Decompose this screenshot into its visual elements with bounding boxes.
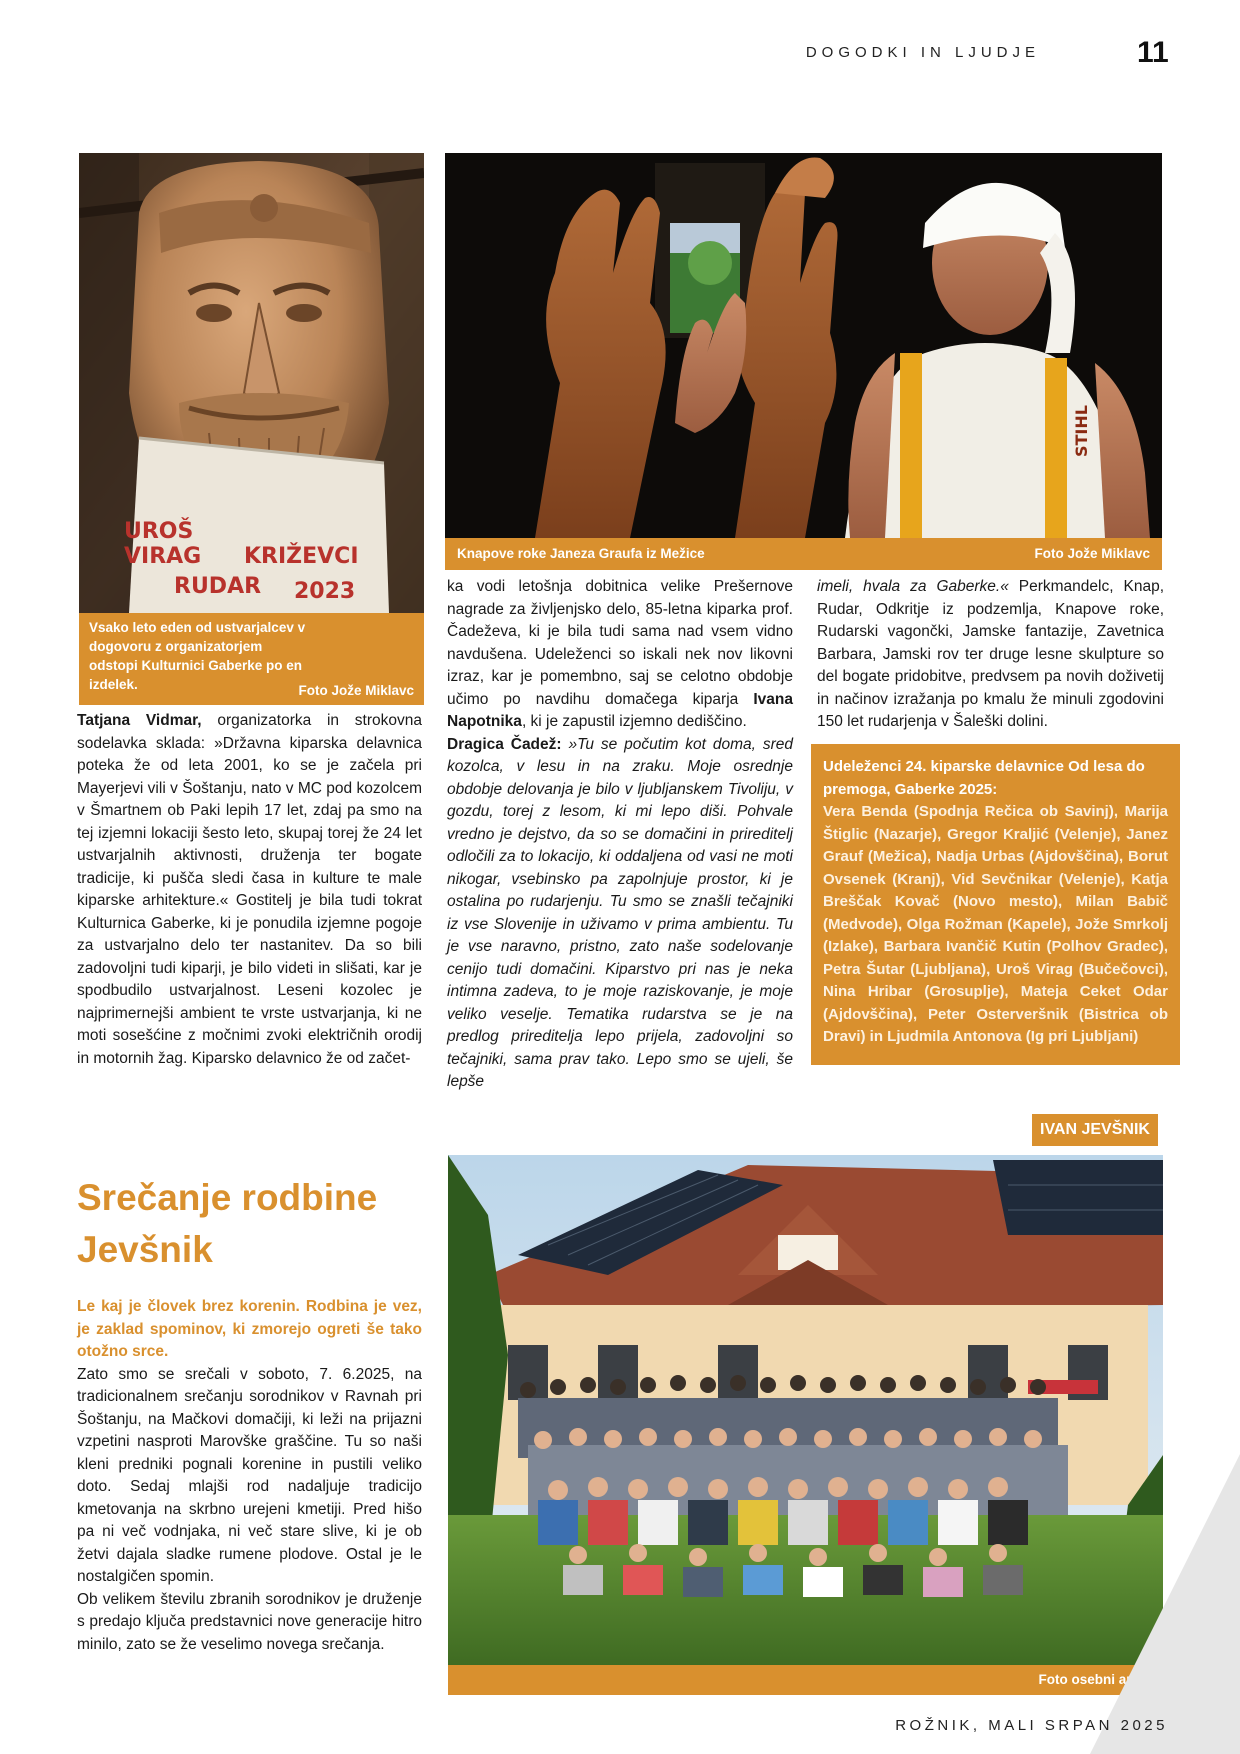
dragica-quote: »Tu se počutim kot doma, sred kozolca, v lesu in na zraku. Moje osrednje obdobje delovanja je bilo v ljubljanskem Tivoliju, v gozdu, torej z lesom, ki mi lepo diši. Pohvale vredno je dejstvo, da so se domačini in prireditelj odločili za to lokacijo, ki oddaljena od vasi ne moti nikogar, vsebinsko pa zapolnjuje prostor, ki je ostalina po rudarjenju. Tu smo se znašli tečajniki iz vse Slovenije in uživamo v prima ambientu. Tu je vse naravno, pristno, zato naše sodelovanje cenijo tudi domačini. Kiparstvo pri nas je neka intimna zadeva, to je moje raziskovanje, je moje veliko veselje. Tematika rudarstva se je na predlog prireditelja lepo prijela, zadovoljni so tečajniki, sama prav tako. Lepo smo se ujeli, še lepše xyxy=(447,735,793,1090)
page-number: 11 xyxy=(1137,36,1169,69)
section-title: DOGODKI IN LJUDJE xyxy=(805,44,1040,61)
article2-title-line2: Jevšnik xyxy=(77,1229,213,1270)
article1-column2 xyxy=(447,576,793,1094)
article1-col2-text-b: , ki je zapustil izjemno dediščino. xyxy=(521,713,747,730)
article1-col3-text: Perkmandelc, Knap, Rudar, Odkritje iz podzemlja, Knapove roke, Rudarski vagončki, Jamske fantazije, Zavetnica Barbara, Jamski rov ter druge lesne skulpture so del bogate pridobitve, predvsem pa novih doživetij in načinov izražanja po kmalu že minuli zgodovini 150 let rudarjenja v Šaleški dolini. xyxy=(817,578,1164,730)
photo-wooden-head xyxy=(79,153,424,613)
photo1-credit: Foto Jože Miklavc xyxy=(298,683,414,698)
author-tag: IVAN JEVŠNIK xyxy=(1032,1114,1158,1146)
photo-carved-hands xyxy=(445,153,1162,538)
participants-box xyxy=(811,744,1180,1065)
photo2-credit: Foto Jože Miklavc xyxy=(1034,546,1150,561)
photo3-caption xyxy=(448,1665,1163,1695)
stihl-brand-text: STIHL xyxy=(1072,405,1091,457)
sculptor-name: Ivana Napotnika xyxy=(447,690,793,730)
article1-column1 xyxy=(77,710,422,1070)
article2-title-line1: Srečanje rodbine xyxy=(77,1177,378,1218)
article2-body xyxy=(77,1296,422,1656)
wooden-head-illustration xyxy=(79,153,424,613)
quote-ending: imeli, hvala za Gaberke.« xyxy=(817,578,1009,595)
photo-family-gathering xyxy=(448,1155,1163,1665)
carved-hands-illustration xyxy=(445,153,1162,538)
article2-lead: Le kaj je človek brez korenin. Rodbina je vez, je zaklad spominov, ki zmorejo ogreti še tako otožno srce. xyxy=(77,1298,422,1360)
article2-para1: Zato smo se srečali v soboto, 7. 6.2025, na tradicionalnem srečanju sorodnikov v Ravnah pri Šoštanju, na Mačkovi domačiji, ki leži na prijazni vzpetini nasproti Marovške graščine. Tu so naši kleni predniki pognali korenine in pustili veliko doto. Sedaj mlajši rod nadaljuje tradicijo kmetovanja na skrbno urejeni kmetiji. Pred hišo pa ni več vodnjaka, ni več stare slive, ki je ob žetvi dajala sladke rumene plodove. Ostal je le nostalgičen spomin. xyxy=(77,1365,422,1585)
speaker-dragica: Dragica Čadež: xyxy=(447,735,562,753)
issue-footer: ROŽNIK, MALI SRPAN 2025 xyxy=(895,1717,1168,1734)
photo1-caption xyxy=(79,613,424,705)
photo3-credit: Foto osebni arhiv xyxy=(1038,1672,1151,1687)
participants-title: Udeleženci 24. kiparske delavnice Od lesa do premoga, Gaberke 2025: xyxy=(823,758,1145,798)
participants-list: Vera Benda (Spodnja Rečica ob Savinj), Marija Štiglic (Nazarje), Gregor Kraljić (Velenje), Janez Grauf (Mežica), Nadja Urbas (Ajdovščina), Borut Ovsenek (Kranj), Vid Sevčnikar (Velenje), Katja Breščak Kovač (Novo mesto), Milan Babič (Medvode), Olga Rožman (Kapele), Jože Smrkolj (Izlake), Barbara Ivančič Kutin (Polhov Gradec), Petra Šutar (Ljubljana), Uroš Virag (Bučečovci), Nina Hribar (Grosuplje), Mateja Ceket Odar (Ajdovščina), Peter Osterveršnik (Bistrica ob Dravi) in Ljudmila Antonova (Ig pri Ljubljani) xyxy=(823,803,1168,1045)
speaker-tatjana: Tatjana Vidmar, xyxy=(77,712,202,729)
article1-col2-text-a: ka vodi letošnja dobitnica velike Prešernove nagrade za življenjsko delo, 85-letna kiparka prof. Čadeževa, ki je bila tudi sama nad vsem vidno navdušena. Udeleženci so iskali nek nov likovni izraz, kar je pomembno, saj se celotno obdobje učimo po navdihu domačega kiparja xyxy=(447,578,793,708)
article2-para2: Ob velikem številu zbranih sorodnikov je druženje s predajo ključa predstavnici nove generacije hitro minilo, zato se že veselimo novega srečanja. xyxy=(77,1590,422,1653)
photo2-caption xyxy=(445,538,1162,570)
photo2-caption-text: Knapove roke Janeza Graufa iz Mežice xyxy=(457,546,705,561)
page-corner-decoration xyxy=(1090,1454,1240,1754)
article1-column3 xyxy=(817,576,1164,734)
svg-text:UROŠ VIRAG KRIŽEVC: UROŠ VIRAG KRIŽEVCI RUDAR 2023 xyxy=(124,519,359,604)
photo1-caption-text: Vsako leto eden od ustvarjalcev v dogovoru z organizatorjem odstopi Kulturnici Gaberke po en izdelek. xyxy=(89,620,306,692)
family-gathering-illustration xyxy=(448,1155,1163,1665)
article2-title xyxy=(77,1172,377,1276)
article1-col1-text: organizatorka in strokovna sodelavka sklada: »Državna kiparska delavnica poteka že od leta 2001, ko se je začela pri Mayerjevi vili v Šoštanju, nato v MC pod kozolcem v Šmartnem ob Paki lepih 17 let, zdaj pa smo na tej izjemni lokaciji šesto leto, skupaj torej že 24 let ustvarjalnih aktivnosti, druženja ter bogate tradicije, ki pušča sledi časa in kulture te male kiparske arhitekture.« Gostitelj je bila tudi tokrat Kulturnica Gaberke, ki je ponudila izjemne pogoje za ustvarjalno delo ter nastanitev. Da so bili zadovoljni tudi kiparji, je bilo videti in slišati, kar je spodbudilo ustvarjalnost. Leseni kozolec je najprimernejši ambient te vrste ustvarjanja, ki ne moti sosešćine z močnimi zvoki električnih orodij in motornih žag. Kiparsko delavnico že od začet- xyxy=(77,712,422,1067)
